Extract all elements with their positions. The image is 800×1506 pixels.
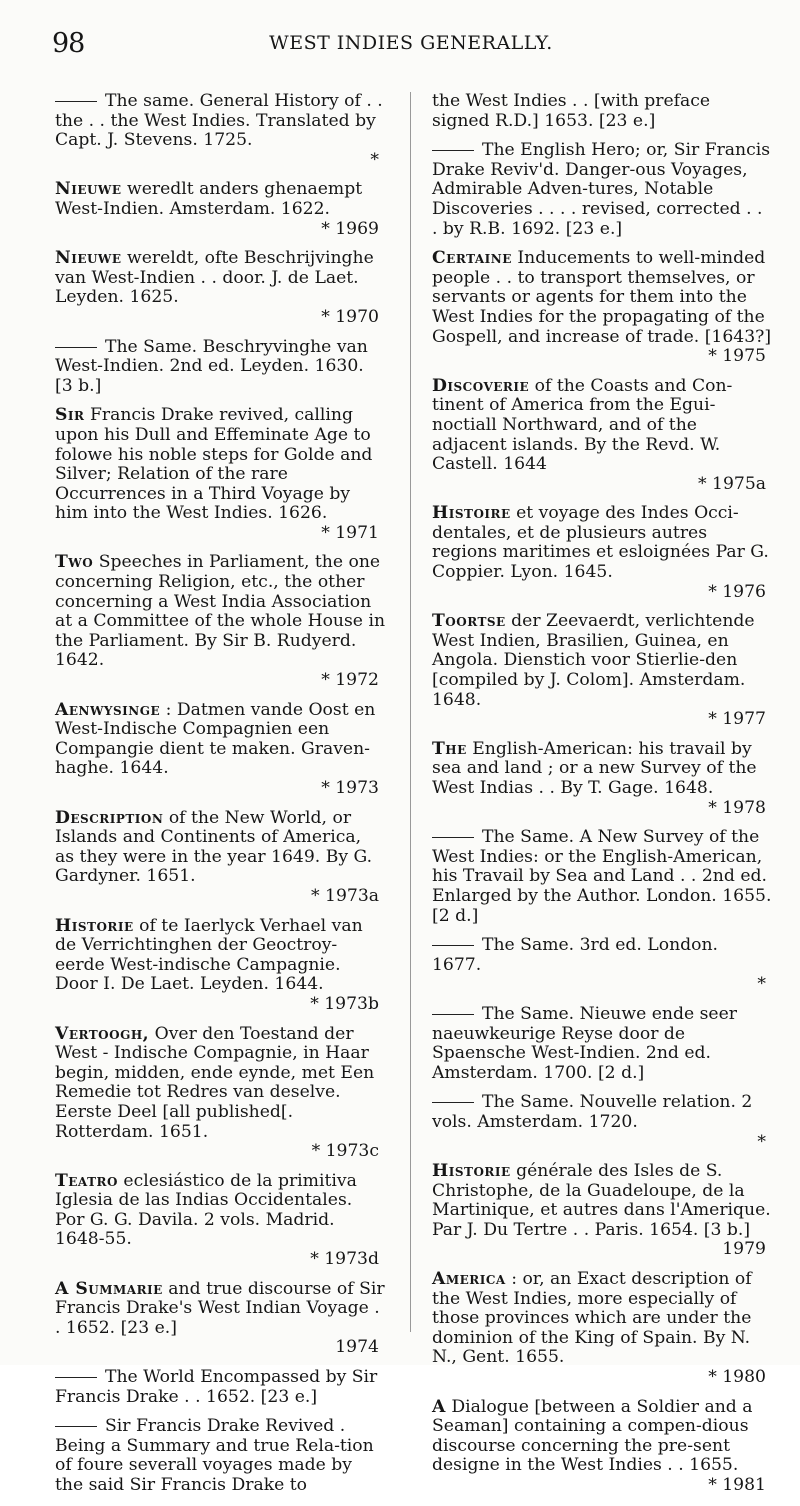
entry-description: : Datmen vande Oost en West-Indische Compagnien een Compangie dient te maken. Graven-haghe. 1644.	[55, 699, 376, 779]
entry-catalogue-number: * 1973b	[310, 993, 379, 1014]
entry-catalogue-number: * 1971	[321, 522, 379, 543]
entry-text	[55, 338, 385, 397]
catalogue-entry	[55, 1172, 385, 1270]
entry-catalogue-number: * 1973c	[311, 1141, 379, 1162]
column-divider	[410, 92, 411, 1332]
ditto-rule	[432, 1102, 474, 1103]
entry-description: The English Hero; or, Sir Francis Drake Reviv'd. Danger-ous Voyages, Admirable Adven-tures, Notable Discoveries . . . . revised, corrected . . . by R.B. 1692. [23 e.]	[432, 140, 771, 239]
entry-lead-word: Historie	[55, 915, 134, 936]
entry-description: The Same. Nieuwe ende seer naeuwkeurige Reyse door de Spaensche West-Indien. 2nd ed. Amsterdam. 1700. [2 d.]	[432, 1003, 737, 1083]
ditto-rule	[432, 945, 474, 946]
entry-text	[55, 701, 385, 779]
catalogue-entry	[55, 406, 385, 543]
entry-text	[55, 1417, 385, 1495]
entry-description: English-American: his travail by sea and land ; or a new Survey of the West Indias . . By T. Gage. 1648.	[432, 738, 757, 798]
entry-text	[55, 809, 385, 887]
entry-description: Over den Toestand der West - Indische Compagnie, in Haar begin, midden, ende eynde, met Een Remedie tot Redres van deselve. Eerste Deel [all published[. Rotterdam. 1651.	[55, 1023, 375, 1142]
entry-text	[432, 1270, 772, 1368]
entry-catalogue-number: * 1980	[708, 1367, 766, 1388]
entry-lead-word: Historie	[432, 1161, 511, 1182]
entry-text	[432, 92, 772, 131]
entry-text	[55, 1172, 385, 1250]
catalogue-entry	[432, 828, 772, 926]
entry-text	[55, 1368, 385, 1407]
catalogue-entry	[55, 701, 385, 799]
catalogue-entry	[55, 1025, 385, 1162]
entry-lead-word: Histoire	[432, 503, 511, 524]
entry-description: der Zeevaerdt, verlichtende West Indien, Brasilien, Guinea, en Angola. Dienstich voor Stierlie-den [compiled by J. Colom]. Amsterdam. 1648.	[432, 611, 755, 710]
entry-description: of te Iaerlyck Verhael van de Verrichtinghen der Geoctroy-eerde West-indische Campagnie. Door I. De Laet. Leyden. 1644.	[55, 915, 363, 995]
catalogue-entry	[55, 1417, 385, 1495]
ditto-rule	[55, 1426, 97, 1427]
entry-catalogue-number: * 1975	[708, 346, 766, 367]
entry-description: of the New World, or Islands and Continents of America, as they were in the year 1649. By G. Gardyner. 1651.	[55, 807, 373, 887]
entry-catalogue-number: * 1972	[321, 670, 379, 691]
catalogue-entry	[55, 553, 385, 690]
entry-catalogue-number: *	[757, 1131, 766, 1152]
entry-text	[432, 141, 772, 239]
entry-catalogue-number: 1979	[722, 1239, 766, 1260]
entry-text	[432, 612, 772, 710]
catalogue-entry	[55, 1368, 385, 1407]
ditto-rule	[55, 1377, 97, 1378]
entry-text	[432, 377, 772, 475]
entry-description: Francis Drake revived, calling upon his Dull and Effeminate Age to folowe his noble steps for Golde and Silver; Relation of the rare Occurrences in a Third Voyage by him into the West Indies. 1626.	[55, 405, 373, 524]
entry-description: Speeches in Parliament, the one concerning Religion, etc., the other concerning a West India Association at a Committee of the whole House in the Parliament. By Sir B. Rudyerd. 1642.	[55, 552, 386, 671]
entry-lead-word: Discoverie	[432, 375, 530, 396]
left-column	[55, 92, 385, 1506]
entry-description: eclesiástico de la primitiva Iglesia de las Indias Occidentales. Por G. G. Davila. 2 vols. Madrid. 1648-55.	[55, 1170, 357, 1250]
entry-description: wereldt, ofte Beschrijvinghe van West-Indien . . door. J. de Laet. Leyden. 1625.	[55, 248, 374, 308]
entry-description: générale des Isles de S. Christophe, de la Guadeloupe, de la Martinique, et autres dans l'Amerique. Par J. Du Tertre . . Paris. 1654. [3 b.]	[432, 1161, 771, 1240]
catalogue-entry	[432, 92, 772, 131]
page-number: 98	[52, 28, 85, 59]
entry-text	[55, 249, 385, 308]
entry-text	[55, 92, 385, 151]
entry-description: The same. General History of . . the . . the West Indies. Translated by Capt. J. Stevens. 1725.	[55, 91, 383, 151]
entry-lead-word: The	[432, 738, 467, 759]
entry-catalogue-number: * 1976	[708, 581, 766, 602]
ditto-rule	[55, 101, 97, 102]
entry-lead-word: Nieuwe	[55, 179, 122, 200]
catalogue-entry	[432, 740, 772, 818]
entry-lead-word: A Summarie	[55, 1278, 163, 1299]
catalogue-entry	[432, 1162, 772, 1260]
catalogue-entry	[432, 1093, 772, 1152]
entry-description: The World Encompassed by Sir Francis Drake . . 1652. [23 e.]	[55, 1367, 378, 1407]
entry-catalogue-number: *	[370, 149, 379, 170]
catalogue-entry	[55, 92, 385, 170]
entry-catalogue-number: * 1977	[708, 709, 766, 730]
catalogue-entry	[432, 377, 772, 495]
entry-lead-word: Description	[55, 807, 164, 828]
entry-text	[55, 1280, 385, 1339]
entry-description: of the Coasts and Con-tinent of America from the Egui-noctiall Northward, and of the adjacent islands. By the Revd. W. Castell. 1644	[432, 375, 733, 475]
entry-description: the West Indies . . [with preface signed R.D.] 1653. [23 e.]	[432, 91, 711, 131]
entry-catalogue-number: * 1981	[708, 1475, 766, 1495]
entry-catalogue-number: * 1973d	[310, 1249, 379, 1270]
entry-text	[55, 406, 385, 524]
entry-description: et voyage des Indes Occi-dentales, et de plusieurs autres regions maritimes et esloignées Par G. Coppier. Lyon. 1645.	[432, 503, 769, 583]
entry-lead-word: Certaine	[432, 248, 512, 269]
entry-description: weredlt anders ghenaempt West-Indien. Amsterdam. 1622.	[55, 179, 363, 219]
entry-description: Dialogue [between a Soldier and a Seaman] containing a compen-dious discourse concerning the pre-sent designe in the West Indies . . 1655.	[432, 1396, 753, 1476]
catalogue-entry	[432, 1005, 772, 1083]
entry-catalogue-number: * 1973a	[310, 885, 379, 906]
entry-lead-word: Sir	[55, 405, 85, 426]
entry-text	[432, 740, 772, 799]
entry-lead-word: Nieuwe	[55, 248, 122, 269]
entry-text	[432, 936, 772, 975]
catalogue-entry	[432, 249, 772, 367]
entry-description: Inducements to well-minded people . . to transport themselves, or servants or agents for them into the West Indies for the propagating of the Gospell, and increase of trade. [1643?]	[432, 248, 772, 347]
entry-catalogue-number: * 1970	[321, 306, 379, 327]
entry-description: The Same. Nouvelle relation. 2 vols. Amsterdam. 1720.	[432, 1092, 753, 1132]
entry-text	[55, 180, 385, 219]
entry-description: and true discourse of Sir Francis Drake's West Indian Voyage . . 1652. [23 e.]	[55, 1278, 385, 1338]
entry-lead-word: Vertoogh,	[55, 1023, 150, 1044]
entry-catalogue-number: 1974	[335, 1337, 379, 1358]
catalogue-entry	[432, 504, 772, 602]
ditto-rule	[432, 837, 474, 838]
catalogue-entry	[432, 612, 772, 730]
catalogue-entry	[55, 809, 385, 907]
entry-text	[432, 1005, 772, 1083]
entry-text	[432, 828, 772, 926]
running-title: WEST INDIES GENERALLY.	[269, 32, 553, 54]
catalogue-entry	[432, 1270, 772, 1388]
entry-text	[55, 917, 385, 995]
right-column	[432, 92, 772, 1506]
catalogue-entry	[55, 917, 385, 1015]
entry-text	[432, 249, 772, 347]
entry-lead-word: Toortse	[432, 611, 506, 632]
entry-description: The Same. 3rd ed. London. 1677.	[432, 935, 719, 975]
entry-text	[55, 553, 385, 671]
entry-text	[432, 1162, 772, 1240]
entry-text	[55, 1025, 385, 1143]
ditto-rule	[432, 1014, 474, 1015]
entry-lead-word: A	[432, 1396, 446, 1417]
entry-lead-word: Two	[55, 552, 94, 573]
page-header	[52, 28, 770, 62]
catalogue-entry	[432, 141, 772, 239]
catalogue-entry	[55, 338, 385, 397]
entry-catalogue-number: * 1978	[708, 797, 766, 818]
entry-description: Sir Francis Drake Revived . Being a Summary and true Rela-tion of foure severall voyages made by the said Sir Francis Drake to	[55, 1416, 374, 1495]
entry-description: The Same. Beschryvinghe van West-Indien. 2nd ed. Leyden. 1630. [3 b.]	[55, 336, 368, 396]
entry-description: The Same. A New Survey of the West Indies: or the English-American, his Travail by Sea and Land . . 2nd ed. Enlarged by the Author. London. 1655. [2 d.]	[432, 827, 772, 926]
entry-catalogue-number: *	[757, 974, 766, 995]
entry-lead-word: Aenwysinge	[55, 699, 161, 720]
entry-description: : or, an Exact description of the West Indies, more especially of those provinces which are under the dominion of the King of Spain. By N. N., Gent. 1655.	[432, 1269, 752, 1368]
entry-catalogue-number: * 1975a	[697, 473, 766, 494]
entry-text	[432, 1398, 772, 1476]
entry-text	[432, 504, 772, 582]
entry-lead-word: America	[432, 1269, 506, 1290]
entry-lead-word: Teatro	[55, 1170, 118, 1191]
catalogue-entry	[55, 249, 385, 327]
entry-text	[432, 1093, 772, 1132]
catalogue-entry	[55, 1280, 385, 1358]
catalogue-entry	[432, 936, 772, 995]
ditto-rule	[432, 150, 474, 151]
entry-catalogue-number: * 1973	[321, 778, 379, 798]
catalogue-entry	[432, 1398, 772, 1496]
entry-catalogue-number: * 1969	[321, 218, 379, 239]
catalogue-entry	[55, 180, 385, 239]
ditto-rule	[55, 347, 97, 348]
